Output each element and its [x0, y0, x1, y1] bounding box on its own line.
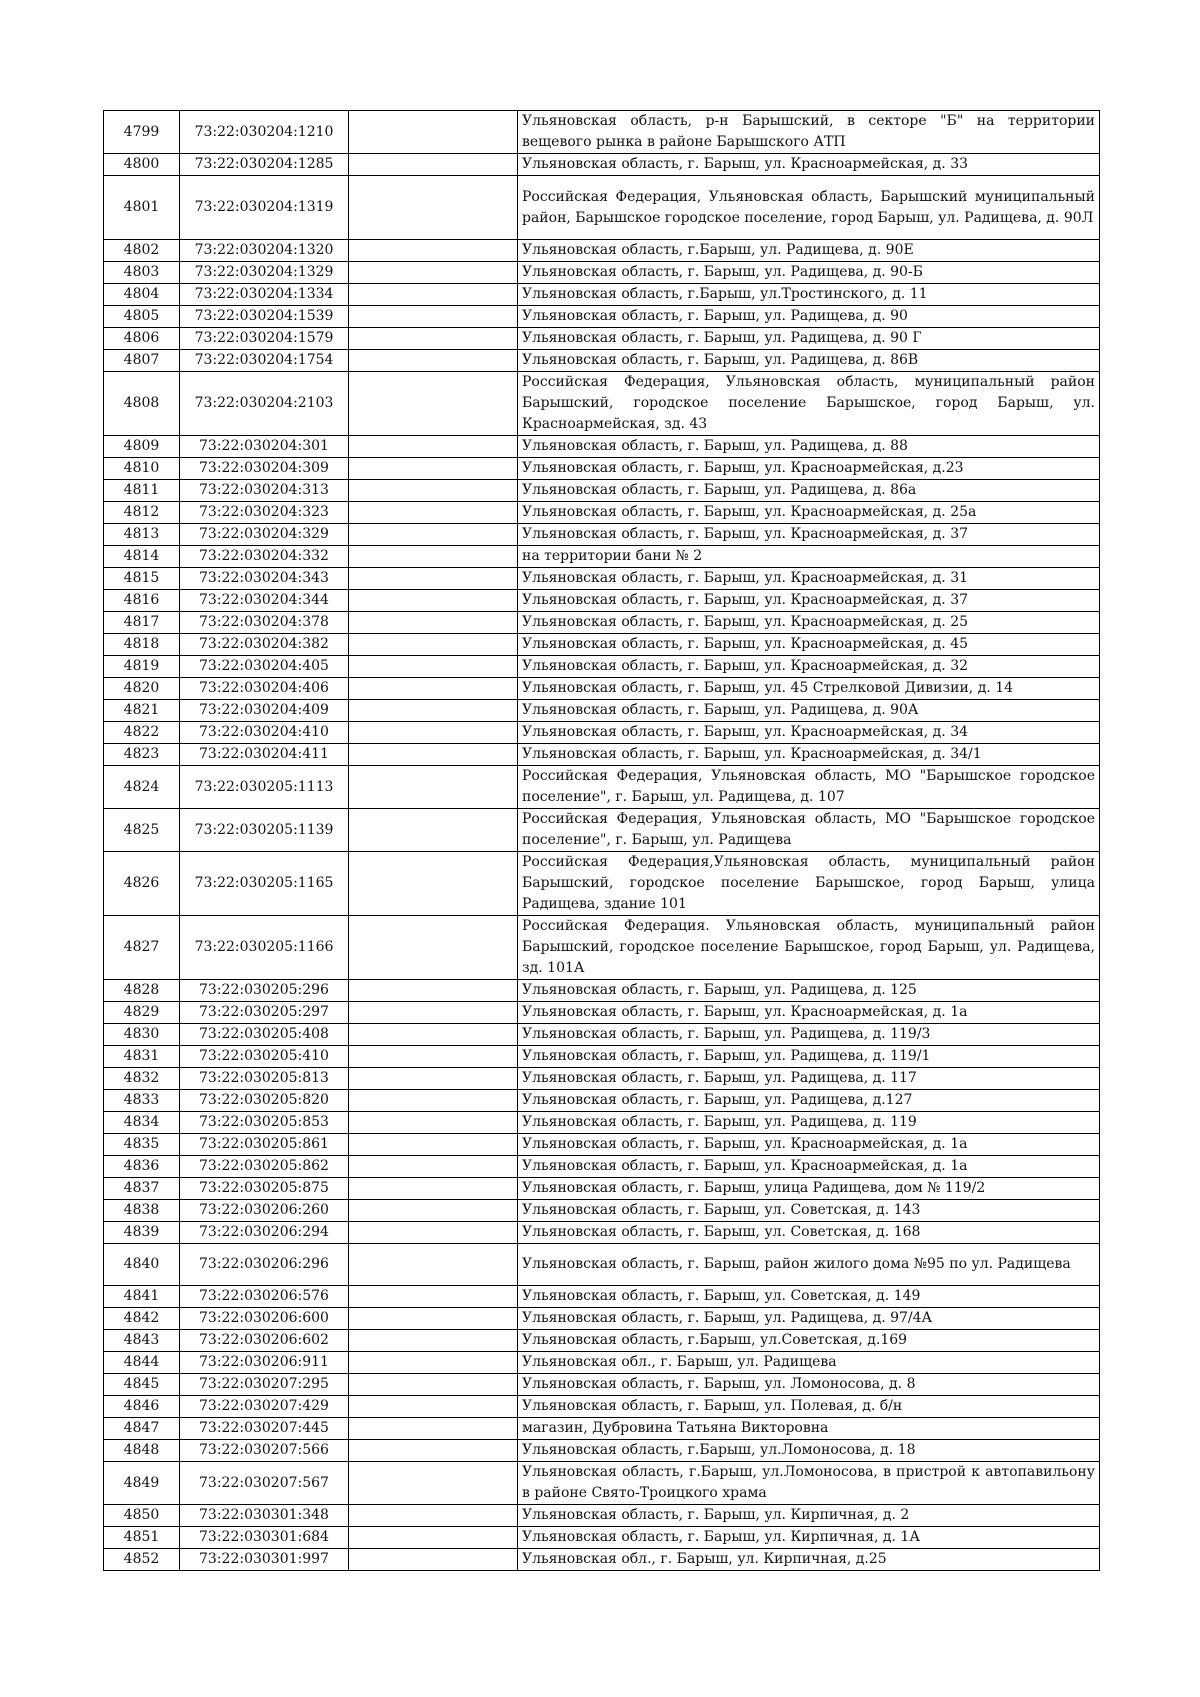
cadastral-number-cell: 73:22:030204:343 — [180, 568, 349, 590]
empty-cell — [349, 1178, 518, 1200]
table-row — [104, 1156, 1100, 1178]
table-row — [104, 436, 1100, 458]
table-row — [104, 744, 1100, 766]
address-cell: Ульяновская область, г. Барыш, ул. Кирпичная, д. 2 — [518, 1505, 1100, 1527]
table-row — [104, 700, 1100, 722]
cadastral-number-cell: 73:22:030204:405 — [180, 656, 349, 678]
cadastral-number-cell: 73:22:030204:1334 — [180, 284, 349, 306]
address-cell: Ульяновская область, г. Барыш, ул. Красноармейская, д. 34/1 — [518, 744, 1100, 766]
row-number-cell: 4819 — [104, 656, 180, 678]
empty-cell — [349, 1527, 518, 1549]
empty-cell — [349, 744, 518, 766]
cadastral-number-cell: 73:22:030207:429 — [180, 1396, 349, 1418]
address-cell: магазин, Дубровина Татьяна Викторовна — [518, 1418, 1100, 1440]
table-row — [104, 284, 1100, 306]
empty-cell — [349, 1090, 518, 1112]
table-row — [104, 980, 1100, 1002]
address-cell: Ульяновская обл., г. Барыш, ул. Кирпичная, д.25 — [518, 1549, 1100, 1571]
empty-cell — [349, 634, 518, 656]
empty-cell — [349, 612, 518, 634]
address-cell: Российская Федерация, Ульяновская область, МО "Барышское городское поселение", г. Барыш, ул. Радищева, д. 107 — [518, 766, 1100, 809]
cadastral-number-cell: 73:22:030204:1320 — [180, 240, 349, 262]
empty-cell — [349, 1462, 518, 1505]
address-cell: Ульяновская область, г. Барыш, ул. Радищева, д. 125 — [518, 980, 1100, 1002]
empty-cell — [349, 1068, 518, 1090]
address-cell: Ульяновская область, г. Барыш, ул. Радищева, д. 90 Г — [518, 328, 1100, 350]
row-number-cell: 4832 — [104, 1068, 180, 1090]
cadastral-number-cell: 73:22:030301:684 — [180, 1527, 349, 1549]
address-cell: Ульяновская область, г. Барыш, ул. Радищева, д. 119 — [518, 1112, 1100, 1134]
cadastral-number-cell: 73:22:030206:260 — [180, 1200, 349, 1222]
table-row — [104, 1352, 1100, 1374]
table-row — [104, 328, 1100, 350]
row-number-cell: 4848 — [104, 1440, 180, 1462]
address-cell: Ульяновская область, г. Барыш, улица Радищева, дом № 119/2 — [518, 1178, 1100, 1200]
row-number-cell: 4803 — [104, 262, 180, 284]
cadastral-number-cell: 73:22:030204:409 — [180, 700, 349, 722]
empty-cell — [349, 1308, 518, 1330]
row-number-cell: 4823 — [104, 744, 180, 766]
address-cell: Ульяновская область, г. Барыш, ул. Советская, д. 168 — [518, 1222, 1100, 1244]
empty-cell — [349, 436, 518, 458]
empty-cell — [349, 852, 518, 916]
cadastral-number-cell: 73:22:030206:576 — [180, 1286, 349, 1308]
row-number-cell: 4807 — [104, 350, 180, 372]
empty-cell — [349, 502, 518, 524]
cadastral-number-cell: 73:22:030205:1166 — [180, 916, 349, 980]
empty-cell — [349, 372, 518, 436]
empty-cell — [349, 916, 518, 980]
empty-cell — [349, 1024, 518, 1046]
empty-cell — [349, 1352, 518, 1374]
table-row — [104, 480, 1100, 502]
cadastral-number-cell: 73:22:030301:348 — [180, 1505, 349, 1527]
cadastral-number-cell: 73:22:030205:862 — [180, 1156, 349, 1178]
cadastral-number-cell: 73:22:030204:1210 — [180, 111, 349, 154]
address-cell: Ульяновская область, г. Барыш, ул. Красноармейская, д. 32 — [518, 656, 1100, 678]
empty-cell — [349, 240, 518, 262]
row-number-cell: 4830 — [104, 1024, 180, 1046]
empty-cell — [349, 262, 518, 284]
address-cell: Ульяновская область, г. Барыш, ул. Радищева, д. 97/4А — [518, 1308, 1100, 1330]
row-number-cell: 4829 — [104, 1002, 180, 1024]
row-number-cell: 4799 — [104, 111, 180, 154]
row-number-cell: 4835 — [104, 1134, 180, 1156]
cadastral-number-cell: 73:22:030204:309 — [180, 458, 349, 480]
cadastral-number-cell: 73:22:030205:297 — [180, 1002, 349, 1024]
address-cell: Ульяновская область, г. Барыш, ул. Радищева, д. 86В — [518, 350, 1100, 372]
table-row — [104, 1244, 1100, 1286]
table-row — [104, 306, 1100, 328]
row-number-cell: 4806 — [104, 328, 180, 350]
row-number-cell: 4801 — [104, 176, 180, 240]
empty-cell — [349, 1286, 518, 1308]
empty-cell — [349, 809, 518, 852]
table-row — [104, 1396, 1100, 1418]
table-row — [104, 1330, 1100, 1352]
table-row — [104, 1046, 1100, 1068]
empty-cell — [349, 1330, 518, 1352]
row-number-cell: 4828 — [104, 980, 180, 1002]
address-cell: Ульяновская область, г.Барыш, ул.Тростинского, д. 11 — [518, 284, 1100, 306]
cadastral-number-cell: 73:22:030204:329 — [180, 524, 349, 546]
cadastral-number-cell: 73:22:030205:875 — [180, 1178, 349, 1200]
table-row — [104, 524, 1100, 546]
row-number-cell: 4845 — [104, 1374, 180, 1396]
table-row — [104, 656, 1100, 678]
cadastral-number-cell: 73:22:030204:406 — [180, 678, 349, 700]
table-row — [104, 1286, 1100, 1308]
address-cell: Ульяновская область, г. Барыш, ул. Красноармейская, д. 33 — [518, 154, 1100, 176]
table-row — [104, 1200, 1100, 1222]
cadastral-number-cell: 73:22:030205:296 — [180, 980, 349, 1002]
address-cell: Ульяновская область, г. Барыш, ул. Радищева, д. 119/1 — [518, 1046, 1100, 1068]
empty-cell — [349, 980, 518, 1002]
row-number-cell: 4840 — [104, 1244, 180, 1286]
empty-cell — [349, 722, 518, 744]
address-cell: Ульяновская область, г. Барыш, ул. Красноармейская, д. 31 — [518, 568, 1100, 590]
row-number-cell: 4842 — [104, 1308, 180, 1330]
row-number-cell: 4812 — [104, 502, 180, 524]
cadastral-number-cell: 73:22:030204:1754 — [180, 350, 349, 372]
cadastral-number-cell: 73:22:030206:602 — [180, 1330, 349, 1352]
table-row — [104, 176, 1100, 240]
cadastral-number-cell: 73:22:030204:313 — [180, 480, 349, 502]
row-number-cell: 4805 — [104, 306, 180, 328]
address-cell: Ульяновская область, г.Барыш, ул.Ломоносова, д. 18 — [518, 1440, 1100, 1462]
cadastral-number-cell: 73:22:030207:567 — [180, 1462, 349, 1505]
cadastral-number-cell: 73:22:030206:294 — [180, 1222, 349, 1244]
address-cell: Ульяновская область, г. Барыш, ул. Красноармейская, д. 37 — [518, 524, 1100, 546]
address-cell: Ульяновская область, г. Барыш, ул. Кирпичная, д. 1А — [518, 1527, 1100, 1549]
cadastral-number-cell: 73:22:030204:1579 — [180, 328, 349, 350]
empty-cell — [349, 154, 518, 176]
table-row — [104, 809, 1100, 852]
table-row — [104, 1418, 1100, 1440]
table-row — [104, 568, 1100, 590]
row-number-cell: 4846 — [104, 1396, 180, 1418]
empty-cell — [349, 1244, 518, 1286]
row-number-cell: 4821 — [104, 700, 180, 722]
cadastral-number-cell: 73:22:030205:1113 — [180, 766, 349, 809]
cadastral-number-cell: 73:22:030205:408 — [180, 1024, 349, 1046]
row-number-cell: 4825 — [104, 809, 180, 852]
row-number-cell: 4802 — [104, 240, 180, 262]
address-cell: Ульяновская область, г.Барыш, ул. Радищева, д. 90Е — [518, 240, 1100, 262]
table-row — [104, 262, 1100, 284]
empty-cell — [349, 284, 518, 306]
cadastral-number-cell: 73:22:030204:1539 — [180, 306, 349, 328]
cadastral-number-cell: 73:22:030204:378 — [180, 612, 349, 634]
row-number-cell: 4808 — [104, 372, 180, 436]
address-cell: Российская Федерация, Ульяновская область, муниципальный район Барышский, городское поселение Барышское, город Барыш, ул. Красноармейская, зд. 43 — [518, 372, 1100, 436]
table-row — [104, 240, 1100, 262]
cadastral-number-cell: 73:22:030206:911 — [180, 1352, 349, 1374]
empty-cell — [349, 546, 518, 568]
empty-cell — [349, 176, 518, 240]
table-row — [104, 1549, 1100, 1571]
cadastral-number-cell: 73:22:030207:566 — [180, 1440, 349, 1462]
address-cell: Российская Федерация. Ульяновская область, муниципальный район Барышский, городское поселение Барышское, город Барыш, ул. Радищева, зд. 101А — [518, 916, 1100, 980]
row-number-cell: 4852 — [104, 1549, 180, 1571]
row-number-cell: 4837 — [104, 1178, 180, 1200]
empty-cell — [349, 458, 518, 480]
row-number-cell: 4827 — [104, 916, 180, 980]
table-row — [104, 546, 1100, 568]
cadastral-number-cell: 73:22:030204:382 — [180, 634, 349, 656]
cadastral-number-cell: 73:22:030204:332 — [180, 546, 349, 568]
address-cell: Ульяновская область, г. Барыш, ул. Советская, д. 143 — [518, 1200, 1100, 1222]
address-cell: Ульяновская область, г. Барыш, ул. Радищева, д. 90 — [518, 306, 1100, 328]
table-row — [104, 372, 1100, 436]
table-row — [104, 1112, 1100, 1134]
table-row — [104, 1308, 1100, 1330]
address-cell: Ульяновская область, г.Барыш, ул.Ломоносова, в пристрой к автопавильону в районе Свято-Троицкого храма — [518, 1462, 1100, 1505]
table-row — [104, 766, 1100, 809]
cadastral-number-cell: 73:22:030204:344 — [180, 590, 349, 612]
table-row — [104, 502, 1100, 524]
cadastral-number-cell: 73:22:030205:1139 — [180, 809, 349, 852]
address-cell: Ульяновская область, г. Барыш, ул. Радищева, д.127 — [518, 1090, 1100, 1112]
empty-cell — [349, 656, 518, 678]
address-cell: Ульяновская область, г. Барыш, ул. Радищева, д. 88 — [518, 436, 1100, 458]
cadastral-number-cell: 73:22:030204:2103 — [180, 372, 349, 436]
table-row — [104, 1462, 1100, 1505]
address-cell: Ульяновская область, г. Барыш, ул. Полевая, д. б/н — [518, 1396, 1100, 1418]
table-row — [104, 1527, 1100, 1549]
address-cell: Российская Федерация, Ульяновская область, МО "Барышское городское поселение", г. Барыш, ул. Радищева — [518, 809, 1100, 852]
empty-cell — [349, 1222, 518, 1244]
empty-cell — [349, 766, 518, 809]
row-number-cell: 4843 — [104, 1330, 180, 1352]
cadastral-number-cell: 73:22:030205:813 — [180, 1068, 349, 1090]
table-row — [104, 1002, 1100, 1024]
address-cell: Ульяновская область, г. Барыш, ул. Радищева, д. 119/3 — [518, 1024, 1100, 1046]
cadastral-number-cell: 73:22:030204:1329 — [180, 262, 349, 284]
table-row — [104, 916, 1100, 980]
address-cell: Ульяновская область, г. Барыш, ул. Красноармейская, д. 1а — [518, 1002, 1100, 1024]
address-cell: Ульяновская область, г. Барыш, ул. Радищева, д. 117 — [518, 1068, 1100, 1090]
empty-cell — [349, 1396, 518, 1418]
address-cell: Ульяновская область, г. Барыш, ул. Красноармейская, д. 37 — [518, 590, 1100, 612]
row-number-cell: 4820 — [104, 678, 180, 700]
cadastral-number-cell: 73:22:030207:445 — [180, 1418, 349, 1440]
row-number-cell: 4800 — [104, 154, 180, 176]
empty-cell — [349, 568, 518, 590]
row-number-cell: 4811 — [104, 480, 180, 502]
cadastral-number-cell: 73:22:030204:323 — [180, 502, 349, 524]
empty-cell — [349, 1156, 518, 1178]
address-cell: Ульяновская область, г. Барыш, ул. Красноармейская, д. 34 — [518, 722, 1100, 744]
cadastral-number-cell: 73:22:030206:600 — [180, 1308, 349, 1330]
registry-body — [104, 111, 1100, 1571]
table-row — [104, 1222, 1100, 1244]
address-cell: Ульяновская область, г. Барыш, ул. Красноармейская, д. 1а — [518, 1156, 1100, 1178]
row-number-cell: 4824 — [104, 766, 180, 809]
address-cell: Российская Федерация, Ульяновская область, Барышский муниципальный район, Барышское городское поселение, город Барыш, ул. Радищева, д. 90Л — [518, 176, 1100, 240]
empty-cell — [349, 1112, 518, 1134]
address-cell: Ульяновская область, г. Барыш, ул. Красноармейская, д. 1а — [518, 1134, 1100, 1156]
address-cell: Ульяновская область, г. Барыш, район жилого дома №95 по ул. Радищева — [518, 1244, 1100, 1286]
empty-cell — [349, 1549, 518, 1571]
table-row — [104, 1068, 1100, 1090]
address-cell: Российская Федерация,Ульяновская область, муниципальный район Барышский, городское поселение Барышское, город Барыш, улица Радищева, здание 101 — [518, 852, 1100, 916]
row-number-cell: 4826 — [104, 852, 180, 916]
address-cell: Ульяновская область, г. Барыш, ул. Радищева, д. 90-Б — [518, 262, 1100, 284]
address-cell: на территории бани № 2 — [518, 546, 1100, 568]
address-cell: Ульяновская область, г. Барыш, ул. Красноармейская, д. 45 — [518, 634, 1100, 656]
empty-cell — [349, 524, 518, 546]
cadastral-number-cell: 73:22:030205:410 — [180, 1046, 349, 1068]
cadastral-number-cell: 73:22:030204:410 — [180, 722, 349, 744]
empty-cell — [349, 1134, 518, 1156]
address-cell: Ульяновская область, р-н Барышский, в секторе "Б" на территории вещевого рынка в районе Барышского АТП — [518, 111, 1100, 154]
empty-cell — [349, 1374, 518, 1396]
address-cell: Ульяновская область, г. Барыш, ул. 45 Стрелковой Дивизии, д. 14 — [518, 678, 1100, 700]
row-number-cell: 4814 — [104, 546, 180, 568]
row-number-cell: 4839 — [104, 1222, 180, 1244]
cadastral-number-cell: 73:22:030204:1319 — [180, 176, 349, 240]
table-row — [104, 1134, 1100, 1156]
table-row — [104, 678, 1100, 700]
registry-table — [103, 110, 1100, 1571]
table-row — [104, 1178, 1100, 1200]
address-cell: Ульяновская область, г. Барыш, ул. Красноармейская, д. 25а — [518, 502, 1100, 524]
address-cell: Ульяновская область, г. Барыш, ул. Советская, д. 149 — [518, 1286, 1100, 1308]
row-number-cell: 4815 — [104, 568, 180, 590]
row-number-cell: 4809 — [104, 436, 180, 458]
table-row — [104, 350, 1100, 372]
empty-cell — [349, 480, 518, 502]
table-row — [104, 852, 1100, 916]
empty-cell — [349, 350, 518, 372]
table-row — [104, 111, 1100, 154]
address-cell: Ульяновская область, г. Барыш, ул. Радищева, д. 90А — [518, 700, 1100, 722]
row-number-cell: 4831 — [104, 1046, 180, 1068]
row-number-cell: 4851 — [104, 1527, 180, 1549]
row-number-cell: 4818 — [104, 634, 180, 656]
table-row — [104, 1374, 1100, 1396]
address-cell: Ульяновская область, г.Барыш, ул.Советская, д.169 — [518, 1330, 1100, 1352]
cadastral-number-cell: 73:22:030206:296 — [180, 1244, 349, 1286]
empty-cell — [349, 1002, 518, 1024]
row-number-cell: 4847 — [104, 1418, 180, 1440]
table-row — [104, 458, 1100, 480]
empty-cell — [349, 1440, 518, 1462]
row-number-cell: 4822 — [104, 722, 180, 744]
cadastral-number-cell: 73:22:030205:820 — [180, 1090, 349, 1112]
row-number-cell: 4804 — [104, 284, 180, 306]
row-number-cell: 4836 — [104, 1156, 180, 1178]
table-row — [104, 1090, 1100, 1112]
table-row — [104, 590, 1100, 612]
row-number-cell: 4849 — [104, 1462, 180, 1505]
table-row — [104, 634, 1100, 656]
row-number-cell: 4813 — [104, 524, 180, 546]
empty-cell — [349, 590, 518, 612]
cadastral-number-cell: 73:22:030205:861 — [180, 1134, 349, 1156]
table-row — [104, 1024, 1100, 1046]
table-row — [104, 722, 1100, 744]
address-cell: Ульяновская область, г. Барыш, ул. Радищева, д. 86а — [518, 480, 1100, 502]
row-number-cell: 4810 — [104, 458, 180, 480]
empty-cell — [349, 1046, 518, 1068]
address-cell: Ульяновская область, г. Барыш, ул. Ломоносова, д. 8 — [518, 1374, 1100, 1396]
empty-cell — [349, 1200, 518, 1222]
row-number-cell: 4850 — [104, 1505, 180, 1527]
table-row — [104, 1505, 1100, 1527]
empty-cell — [349, 1418, 518, 1440]
empty-cell — [349, 328, 518, 350]
cadastral-number-cell: 73:22:030205:853 — [180, 1112, 349, 1134]
cadastral-number-cell: 73:22:030204:301 — [180, 436, 349, 458]
table-row — [104, 154, 1100, 176]
cadastral-number-cell: 73:22:030301:997 — [180, 1549, 349, 1571]
address-cell: Ульяновская область, г. Барыш, ул. Красноармейская, д. 25 — [518, 612, 1100, 634]
row-number-cell: 4841 — [104, 1286, 180, 1308]
empty-cell — [349, 111, 518, 154]
row-number-cell: 4817 — [104, 612, 180, 634]
empty-cell — [349, 1505, 518, 1527]
row-number-cell: 4834 — [104, 1112, 180, 1134]
table-row — [104, 612, 1100, 634]
table-row — [104, 1440, 1100, 1462]
row-number-cell: 4844 — [104, 1352, 180, 1374]
cadastral-number-cell: 73:22:030204:1285 — [180, 154, 349, 176]
empty-cell — [349, 700, 518, 722]
cadastral-number-cell: 73:22:030207:295 — [180, 1374, 349, 1396]
row-number-cell: 4838 — [104, 1200, 180, 1222]
cadastral-number-cell: 73:22:030204:411 — [180, 744, 349, 766]
address-cell: Ульяновская область, г. Барыш, ул. Красноармейская, д.23 — [518, 458, 1100, 480]
empty-cell — [349, 678, 518, 700]
address-cell: Ульяновская обл., г. Барыш, ул. Радищева — [518, 1352, 1100, 1374]
empty-cell — [349, 306, 518, 328]
row-number-cell: 4816 — [104, 590, 180, 612]
row-number-cell: 4833 — [104, 1090, 180, 1112]
cadastral-number-cell: 73:22:030205:1165 — [180, 852, 349, 916]
